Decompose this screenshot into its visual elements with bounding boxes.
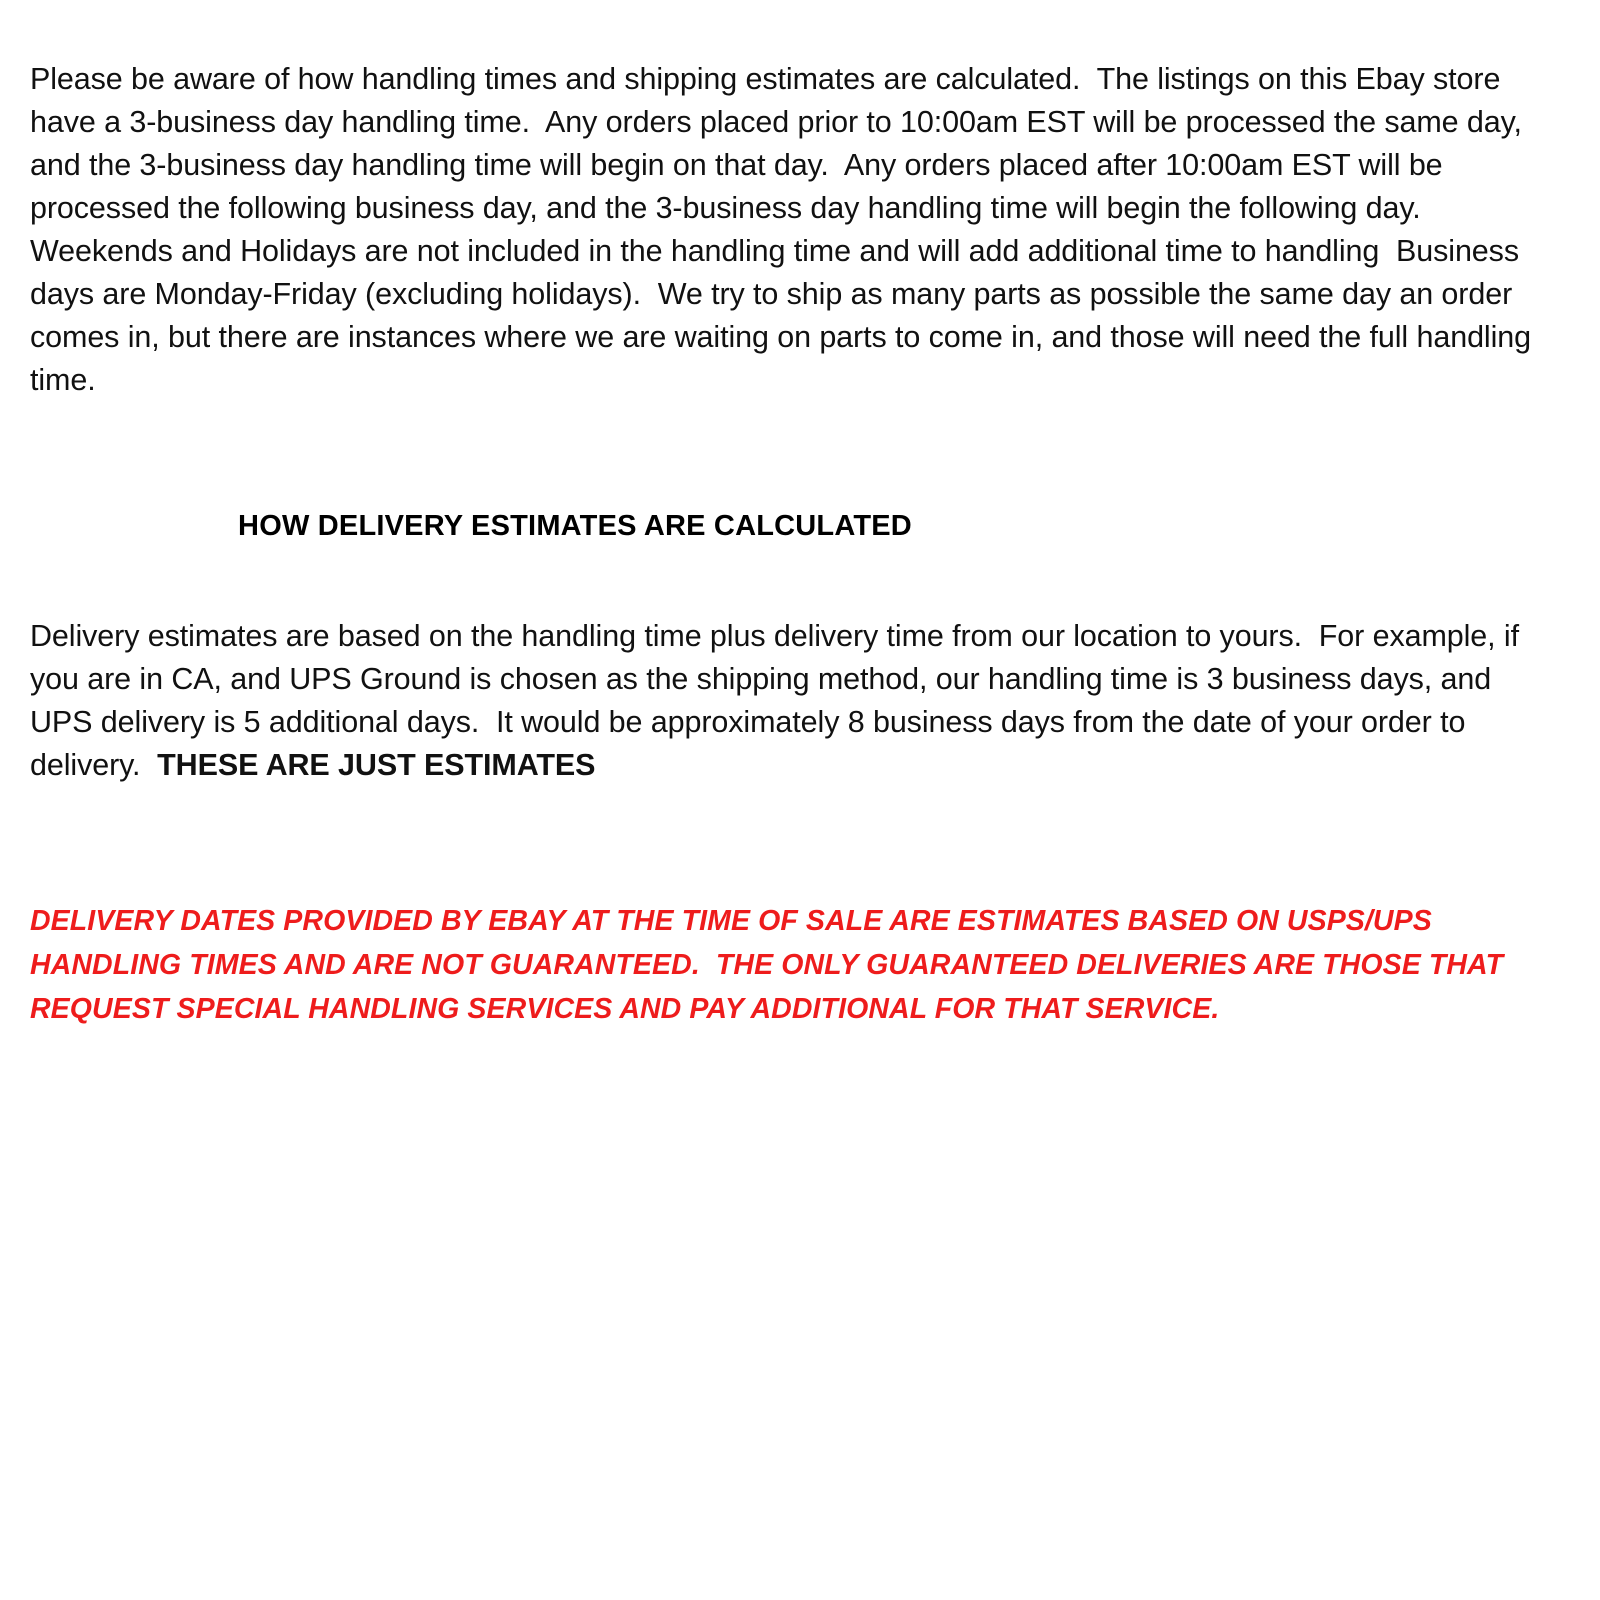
just-estimates-emphasis: THESE ARE JUST ESTIMATES: [157, 748, 596, 782]
spacer-after-heading: [30, 543, 1540, 615]
delivery-estimates-paragraph: [30, 615, 1530, 787]
handling-time-paragraph: Please be aware of how handling times and shipping estimates are calculated. The listings on this Ebay store have a 3-business day handling time. Any orders placed prior to 10:00am EST will be processed the same day, and the 3-business day handling time will begin on that day. Any orders placed after 10:00am EST will be processed the following business day, and the 3-business day handling time will begin the following day. Weekends and Holidays are not included in the handling time and will add additional time to handling Business days are Monday-Friday (excluding holidays). We try to ship as many parts as possible the same day an order comes in, but there are instances where we are waiting on parts to come in, and those will need the full handling time.: [30, 62, 1540, 397]
delivery-dates-warning: DELIVERY DATES PROVIDED BY EBAY AT THE TIME OF SALE ARE ESTIMATES BASED ON USPS/UPS HANDLING TIMES AND ARE NOT GUARANTEED. THE ONLY GUARANTEED DELIVERIES ARE THOSE THAT REQUEST SPECIAL HANDLING SERVICES AND PAY ADDITIONAL FOR THAT SERVICE.: [30, 905, 1512, 1025]
delivery-estimates-heading: HOW DELIVERY ESTIMATES ARE CALCULATED: [238, 510, 912, 542]
spacer-before-warning: [30, 787, 1540, 899]
delivery-estimates-text: Delivery estimates are based on the handling time plus delivery time from our location to yours. For example, if you are in CA, and UPS Ground is chosen as the shipping method, our handling time is 3 business days, and UPS delivery is 5 additional days. It would be approximately 8 business days from the date of your order to delivery.: [30, 619, 1528, 782]
spacer-after-intro: [30, 402, 1540, 510]
